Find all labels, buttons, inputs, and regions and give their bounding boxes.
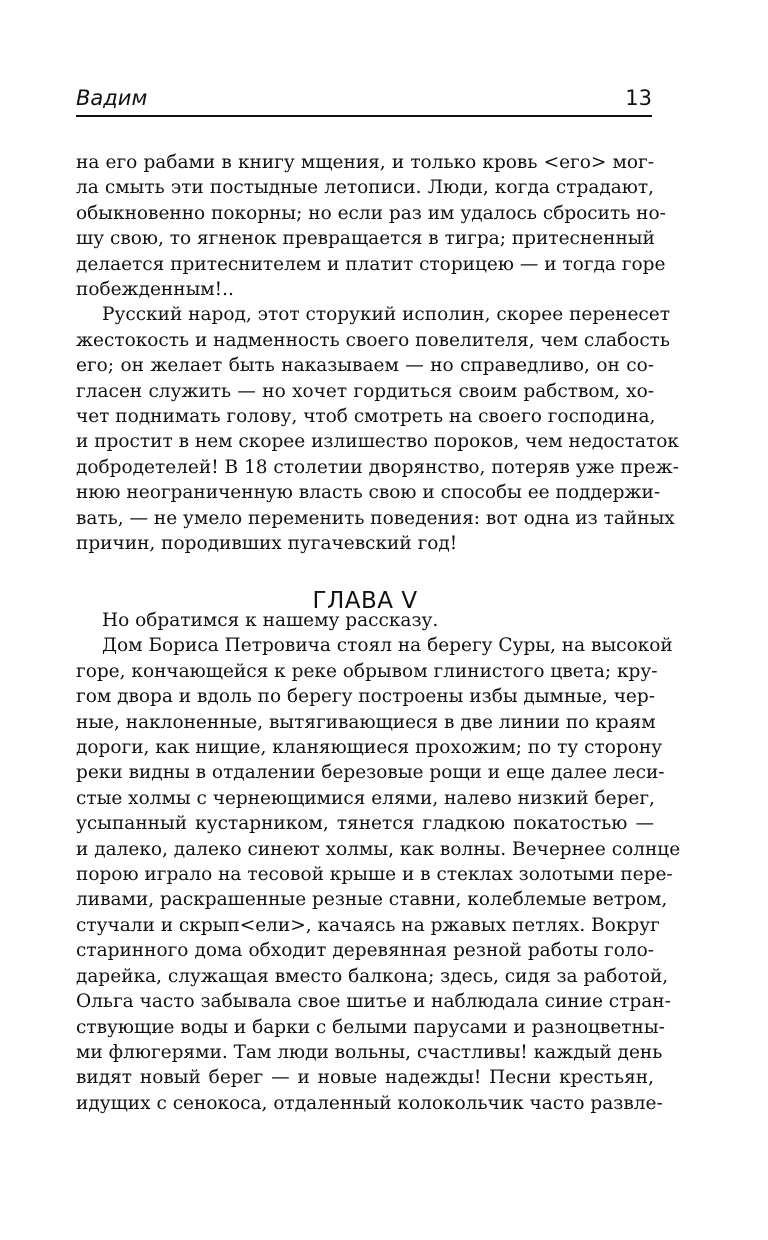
text-line: Но обратимся к нашему рассказу. xyxy=(102,610,439,631)
text-block-bottom xyxy=(76,608,681,1116)
text-line: идущих с сенокоса, отдаленный колокольчик часто развле- xyxy=(76,1092,663,1114)
text-line: Русский народ, этот сторукий исполин, скорее перенесет xyxy=(102,304,670,326)
text-line: видят новый берег — и новые надежды! Песни крестьян, xyxy=(76,1067,654,1089)
page-number: 13 xyxy=(625,86,652,110)
text-line: его; он желает быть наказываем — но справедливо, он со- xyxy=(76,355,654,377)
text-line: дарейка, служащая вместо балкона; здесь, сидя за работой, xyxy=(76,965,669,987)
text-line: старинного дома обходит деревянная резной работы голо- xyxy=(76,940,654,962)
text-line: дороги, как нищие, кланяющиеся прохожим; по ту сторону xyxy=(76,737,663,759)
paragraph xyxy=(76,150,666,302)
page-header xyxy=(76,84,652,120)
text-line: реки видны в отдалении березовые рощи и еще далее леси- xyxy=(76,762,665,784)
text-line: на его рабами в книгу мщения, и только кровь <его> мог- xyxy=(76,152,654,173)
text-line: чет поднимать голову, чтоб смотреть на своего господина, xyxy=(76,406,656,428)
text-line: ми флюгерями. Там люди вольны, счастливы! каждый день xyxy=(76,1041,663,1063)
running-title: Вадим xyxy=(76,86,148,110)
text-line: жестокость и надменность своего повелителя, чем слабость xyxy=(76,329,670,351)
text-block-top xyxy=(76,150,679,557)
text-line: и далеко, далеко синеют холмы, как волны. Вечернее солнце xyxy=(76,838,681,860)
text-line: Ольга часто забывала свое шитье и наблюдала синие стран- xyxy=(76,991,671,1013)
text-line: вать, — не умело переменить поведения: вот одна из тайных xyxy=(76,507,675,529)
header-rule xyxy=(76,115,652,117)
text-line: обыкновенно покорны; но если раз им удалось сбросить но- xyxy=(76,202,666,224)
text-line: и простит в нем скорее излишество пороков, чем недостаток xyxy=(76,431,679,453)
text-line: гласен служить — но хочет гордиться своим рабством, хо- xyxy=(76,380,654,402)
text-line: побежденным!.. xyxy=(76,279,234,301)
text-line: нюю неограниченную власть свою и способы ее поддержи- xyxy=(76,482,661,504)
text-line: причин, породивших пугачевский год! xyxy=(76,533,458,555)
text-line: гом двора и вдоль по берегу построены избы дымные, чер- xyxy=(76,686,655,708)
text-line: делается притеснителем и платит сторицею — и тогда горе xyxy=(76,253,666,275)
paragraph xyxy=(76,608,654,633)
text-line: ствующие воды и барки с белыми парусами и разноцветны- xyxy=(76,1016,665,1038)
paragraph xyxy=(76,302,679,556)
text-line: добродетелей! В 18 столетии дворянство, потеряв уже преж- xyxy=(76,456,679,478)
text-line: стучали и скрып<ели>, качаясь на ржавых петлях. Вокруг xyxy=(76,914,660,936)
text-line: порою играло на тесовой крыше и в стеклах золотыми пере- xyxy=(76,864,673,886)
paragraph xyxy=(76,633,681,1116)
text-line: горе, кончающейся к реке обрывом глинистого цвета; кру- xyxy=(76,660,658,682)
text-line: Дом Бориса Петровича стоял на берегу Суры, на высокой xyxy=(102,635,673,657)
text-line: усыпанный кустарником, тянется гладкою покатостью — xyxy=(76,813,654,835)
chapter-heading: ГЛАВА V xyxy=(312,588,418,614)
text-line: ливами, раскрашенные резные ставни, колеблемые ветром, xyxy=(76,889,668,911)
text-line: ла смыть эти постыдные летописи. Люди, когда страдают, xyxy=(76,177,654,199)
text-line: шу свою, то ягненок превращается в тигра; притесненный xyxy=(76,228,655,250)
text-line: стые холмы с чернеющимися елями, налево низкий берег, xyxy=(76,787,655,809)
text-line: ные, наклоненные, вытягивающиеся в две линии по краям xyxy=(76,711,656,733)
